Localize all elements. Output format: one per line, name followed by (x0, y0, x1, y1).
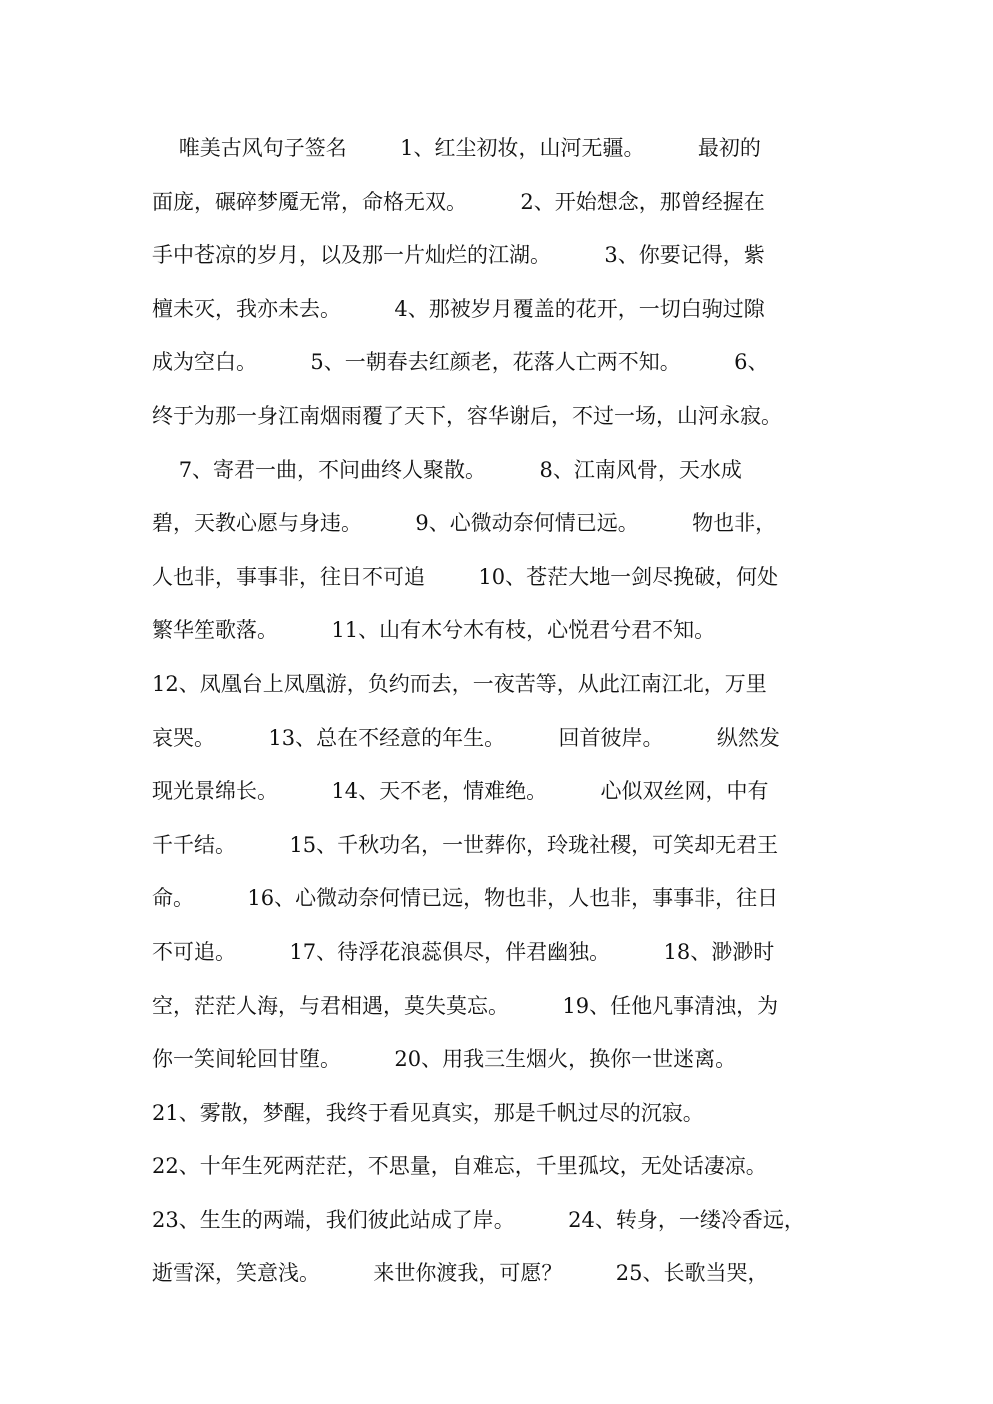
text-line: 7、寄君一曲，不问曲终人聚散。 8、江南风骨，天水成 (152, 457, 742, 482)
text-line: 繁华笙歌落。 11、山有木兮木有枝，心悦君兮君不知。 (152, 618, 716, 643)
text-line: 人也非，事事非，往日不可追 10、苍茫大地一剑尽挽破，何处 (152, 564, 779, 589)
text-line: 唯美古风句子签名 1、红尘初妆，山河无疆。 最初的 (152, 136, 761, 160)
text-line: 21、雾散，梦醒，我终于看见真实，那是千帆过尽的沉寂。 (152, 1100, 704, 1125)
text-line: 面庞，碾碎梦魇无常，命格无双。 2、开始想念，那曾经握在 (152, 189, 765, 214)
text-line: 命。 16、心微动奈何情已远，物也非，人也非，事事非，往日 (152, 886, 779, 911)
text-line: 哀哭。 13、总在不经意的年生。 回首彼岸。 纵然发 (152, 725, 780, 750)
text-line: 千千结。 15、千秋功名，一世葬你，玲珑社稷，可笑却无君王 (152, 832, 779, 857)
text-line: 成为空白。 5、一朝春去红颜老，花落人亡两不知。 6、 (152, 350, 769, 375)
text-line: 终于为那一身江南烟雨覆了天下，容华谢后，不过一场，山河永寂。 (152, 403, 782, 428)
text-line: 你一笑间轮回甘堕。 20、用我三生烟火，换你一世迷离。 (152, 1047, 737, 1072)
text-line: 12、凤凰台上凤凰游，负约而去，一夜苦等，从此江南江北，万里 (152, 671, 767, 696)
body-text (152, 126, 852, 1305)
text-line: 碧，天教心愿与身违。 9、心微动奈何情已远。 物也非， (152, 511, 777, 536)
text-line: 现光景绵长。 14、天不老，情难绝。 心似双丝网，中有 (152, 779, 769, 804)
text-line: 檀未灭，我亦未去。 4、那被岁月覆盖的花开，一切白驹过隙 (152, 296, 765, 321)
text-line: 手中苍凉的岁月，以及那一片灿烂的江湖。 3、你要记得，紫 (152, 243, 765, 268)
text-line: 23、生生的两端，我们彼此站成了岸。 24、转身，一缕冷香远， (152, 1207, 805, 1232)
text-line: 22、十年生死两茫茫，不思量，自难忘，千里孤坟，无处话凄凉。 (152, 1154, 767, 1179)
text-line: 不可追。 17、待浮花浪蕊俱尽，伴君幽独。 18、渺渺时 (152, 939, 775, 964)
text-line: 空，茫茫人海，与君相遇，莫失莫忘。 19、任他凡事清浊，为 (152, 993, 779, 1018)
text-line: 逝雪深，笑意浅。 来世你渡我，可愿？ 25、长歌当哭， (152, 1261, 769, 1286)
